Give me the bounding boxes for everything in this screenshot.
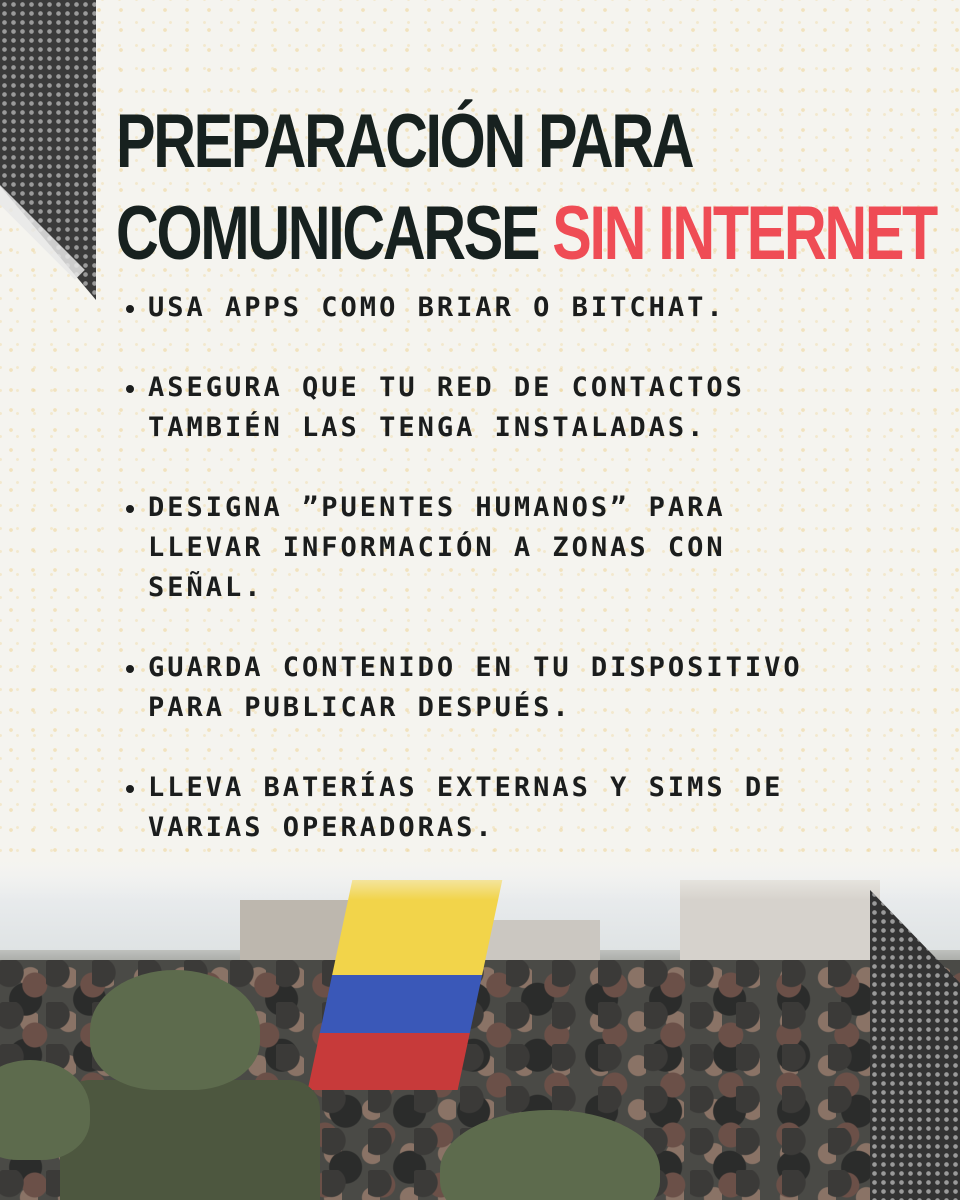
list-item (126, 648, 926, 728)
list-item (126, 768, 926, 848)
halftone-corner-top-left (0, 0, 96, 300)
bullet-dot-icon (126, 785, 134, 793)
list-item-text: LLEVA BATERÍAS EXTERNAS Y SIMS DE VARIAS OPERADORAS. (148, 772, 784, 843)
title-accent: SIN INTERNET (552, 191, 936, 276)
title-line-1: PREPARACIÓN PARA (116, 99, 693, 184)
list-item-text: USA APPS COMO BRIAR O BITCHAT. (148, 292, 726, 323)
photo-fade (0, 860, 960, 900)
helmet (90, 970, 260, 1090)
list-item (126, 288, 926, 328)
list-item (126, 368, 926, 448)
bullet-dot-icon (126, 385, 134, 393)
list-item-text: DESIGNA ”PUENTES HUMANOS” PARA LLEVAR INFORMACIÓN A ZONAS CON SEÑAL. (148, 492, 726, 603)
page-title (116, 96, 936, 280)
list-item (126, 488, 926, 608)
flag-red-stripe (308, 1033, 470, 1090)
protest-photo (0, 860, 960, 1200)
bullet-dot-icon (126, 505, 134, 513)
title-line-2: COMUNICARSE (116, 191, 553, 276)
list-item-text: GUARDA CONTENIDO EN TU DISPOSITIVO PARA PUBLICAR DESPUÉS. (148, 652, 803, 723)
tips-list (126, 288, 926, 888)
flag-blue-stripe (320, 975, 482, 1034)
soldier (60, 1080, 320, 1200)
bullet-dot-icon (126, 665, 134, 673)
bullet-dot-icon (126, 305, 134, 313)
list-item-text: ASEGURA QUE TU RED DE CONTACTOS TAMBIÉN LAS TENGA INSTALADAS. (148, 372, 745, 443)
